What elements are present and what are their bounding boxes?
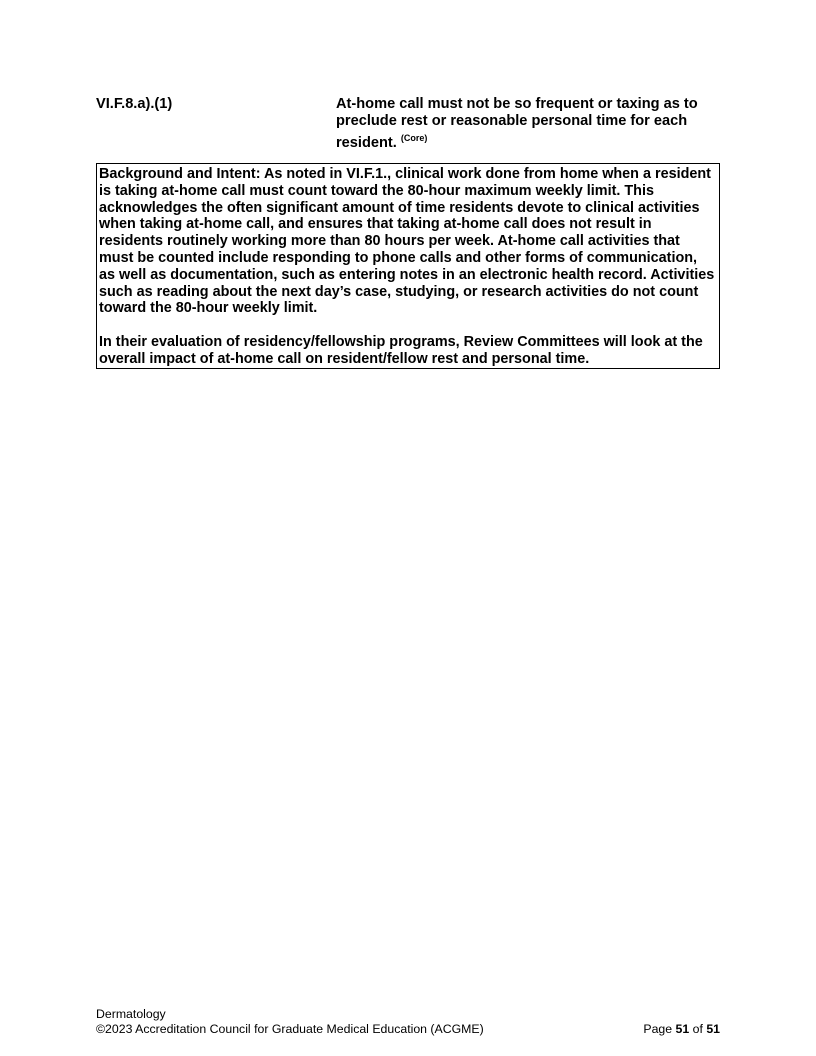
- background-intent-paragraph-2: In their evaluation of residency/fellowship programs, Review Committees will look at the overall impact of at-home call on resident/fellow rest and personal time.: [99, 333, 703, 367]
- footer-copyright: ©2023 Accreditation Council for Graduate Medical Education (ACGME): [96, 1022, 484, 1036]
- footer-row: [96, 1022, 720, 1037]
- background-intent-box: [96, 163, 720, 369]
- footer-specialty: Dermatology: [96, 1007, 166, 1021]
- requirement-text: [336, 96, 720, 152]
- page-label: Page: [643, 1022, 673, 1036]
- paragraph-spacer: [99, 317, 716, 334]
- page-total: 51: [706, 1022, 720, 1036]
- requirement-id: VI.F.8.a).(1): [96, 96, 173, 112]
- page-current: 51: [675, 1022, 690, 1036]
- background-intent-paragraph-1: Background and Intent: As noted in VI.F.1., clinical work done from home when a resident is taking at-home call must count toward the 80-hour maximum weekly limit. This acknowledges the often significant amount of time residents devote to clinical activities when taking at-home call, and ensures that taking at-home call does not result in residents routinely working more than 80 hours per week. At-home call activities that must be counted include responding to phone calls and other forms of communication, as well as documentation, such as entering notes in an electronic health record. Activities such as reading about the next day’s case, studying, or research activities do not count toward the 80-hour weekly limit.: [99, 166, 715, 317]
- page-footer: [96, 1007, 720, 1037]
- requirement-tag: (Core): [400, 133, 428, 143]
- page-number: [643, 1022, 720, 1037]
- requirement-body: At-home call must not be so frequent or taxing as to preclude rest or reasonable personal time for each resident.: [336, 96, 698, 151]
- page-of: of: [692, 1022, 703, 1036]
